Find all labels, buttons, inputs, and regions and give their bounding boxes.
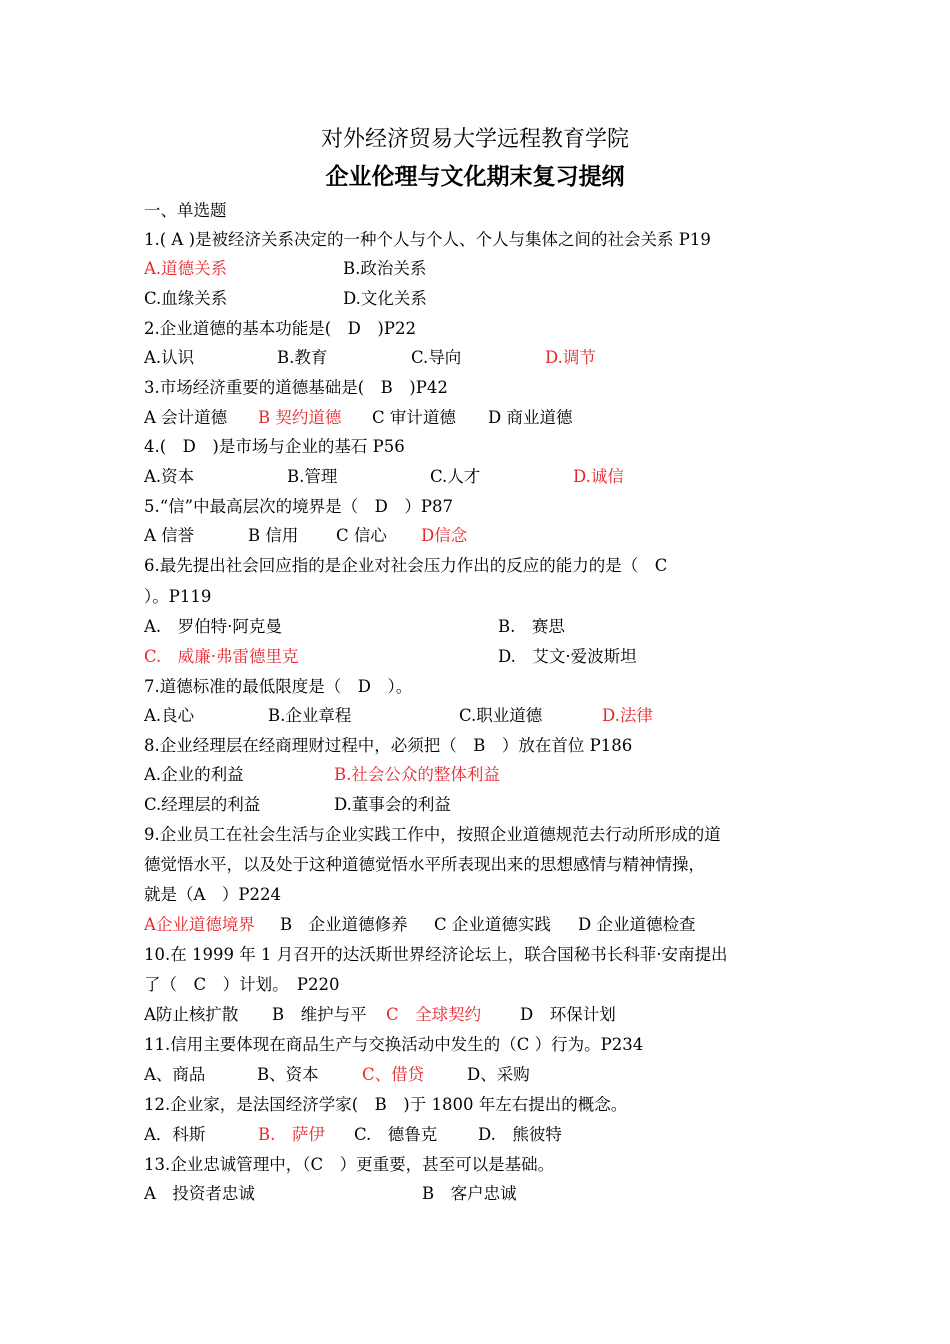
option-answer: B. 萨伊 (258, 1125, 325, 1144)
option-answer: C、借贷 (362, 1065, 425, 1084)
option: A、商品 (144, 1065, 206, 1084)
option: A.资本 (144, 467, 195, 486)
question-stem: 5.“信”中最高层次的境界是（ D ）P87 (144, 497, 453, 516)
option: B. 赛思 (498, 617, 565, 636)
question-stem: 6.最先提出社会回应指的是企业对社会压力作出的反应的能力的是（ C (144, 556, 668, 575)
question-stem: 10.在 1999 年 1 月召开的达沃斯世界经济论坛上，联合国秘书长科菲·安南提出 (144, 945, 728, 964)
question-stem: 3.市场经济重要的道德基础是( B )P42 (144, 378, 448, 397)
document-title: 企业伦理与文化期末复习提纲 (325, 164, 625, 190)
option: B.教育 (277, 348, 328, 367)
option-answer: A.道德关系 (144, 259, 228, 278)
option: B、资本 (257, 1065, 319, 1084)
question-stem: 12.企业家，是法国经济学家( B )于 1800 年左右提出的概念。 (144, 1095, 628, 1114)
option: A 信誉 (144, 526, 195, 545)
option-answer: D.法律 (602, 706, 653, 725)
option: A.企业的利益 (144, 765, 244, 784)
option: B.政治关系 (343, 259, 427, 278)
option-answer: A企业道德境界 (144, 915, 255, 934)
option-answer: D信念 (421, 526, 468, 545)
option: B 客户忠诚 (422, 1184, 517, 1203)
option: C.经理层的利益 (144, 795, 261, 814)
option-answer: B.社会公众的整体利益 (334, 765, 500, 784)
option: A 会计道德 (144, 408, 228, 427)
question-stem: 2.企业道德的基本功能是( D )P22 (144, 319, 416, 338)
option: A.良心 (144, 706, 195, 725)
question-stem: 1.( A )是被经济关系决定的一种个人与个人、个人与集体之间的社会关系 P19 (144, 230, 711, 249)
question-stem: 9.企业员工在社会生活与企业实践工作中，按照企业道德规范去行动所形成的道 (144, 825, 721, 844)
option: C.导向 (411, 348, 462, 367)
option: B 企业道德修养 (280, 915, 408, 934)
option: A 投资者忠诚 (144, 1184, 255, 1203)
question-stem-cont: 德觉悟水平，以及处于这种道德觉悟水平所表现出来的思想感情与精神情操， (144, 855, 705, 874)
option: C 企业道德实践 (434, 915, 551, 934)
option: A防止核扩散 (144, 1005, 239, 1024)
question-stem: 8.企业经理层在经商理财过程中，必须把（ B ）放在首位 P186 (144, 736, 633, 755)
option-answer: C. 威廉·弗雷德里克 (144, 647, 299, 666)
option: D.文化关系 (343, 289, 427, 308)
option: D 商业道德 (488, 408, 573, 427)
option: C.血缘关系 (144, 289, 228, 308)
option: D、采购 (467, 1065, 530, 1084)
section-heading: 一、单选题 (144, 201, 227, 220)
option: C. 德鲁克 (354, 1125, 438, 1144)
option: D. 艾文·爱波斯坦 (498, 647, 637, 666)
option: B 维护与平 (272, 1005, 367, 1024)
question-stem-cont: ）。P119 (144, 587, 212, 606)
option-answer: D.调节 (545, 348, 596, 367)
option: D. 熊彼特 (478, 1125, 562, 1144)
option: B 信用 (248, 526, 299, 545)
question-stem-cont: 了（ C ）计划。 P220 (144, 975, 340, 994)
question-stem: 11.信用主要体现在商品生产与交换活动中发生的（C ）行为。P234 (144, 1035, 644, 1054)
option-answer: D.诚信 (573, 467, 624, 486)
question-stem: 4.( D )是市场与企业的基石 P56 (144, 437, 405, 456)
question-stem: 13.企业忠诚管理中，（C ）更重要，甚至可以是基础。 (144, 1155, 555, 1174)
option: D 环保计划 (520, 1005, 616, 1024)
school-name: 对外经济贸易大学远程教育学院 (320, 127, 629, 152)
option: C 审计道德 (372, 408, 456, 427)
option-answer: B 契约道德 (258, 408, 342, 427)
option: C.职业道德 (459, 706, 543, 725)
option: C 信心 (336, 526, 387, 545)
question-stem: 7.道德标准的最低限度是（ D ）。 (144, 677, 413, 696)
option: B.管理 (287, 467, 338, 486)
option: B.企业章程 (268, 706, 352, 725)
question-stem-cont: 就是（A ）P224 (144, 885, 282, 904)
option-answer: C 全球契约 (386, 1005, 482, 1024)
option: D.董事会的利益 (334, 795, 451, 814)
option: A. 罗伯特·阿克曼 (144, 617, 282, 636)
option: C.人才 (430, 467, 481, 486)
option: A．科斯 (144, 1125, 206, 1144)
option: D 企业道德检查 (578, 915, 696, 934)
option: A.认识 (144, 348, 195, 367)
